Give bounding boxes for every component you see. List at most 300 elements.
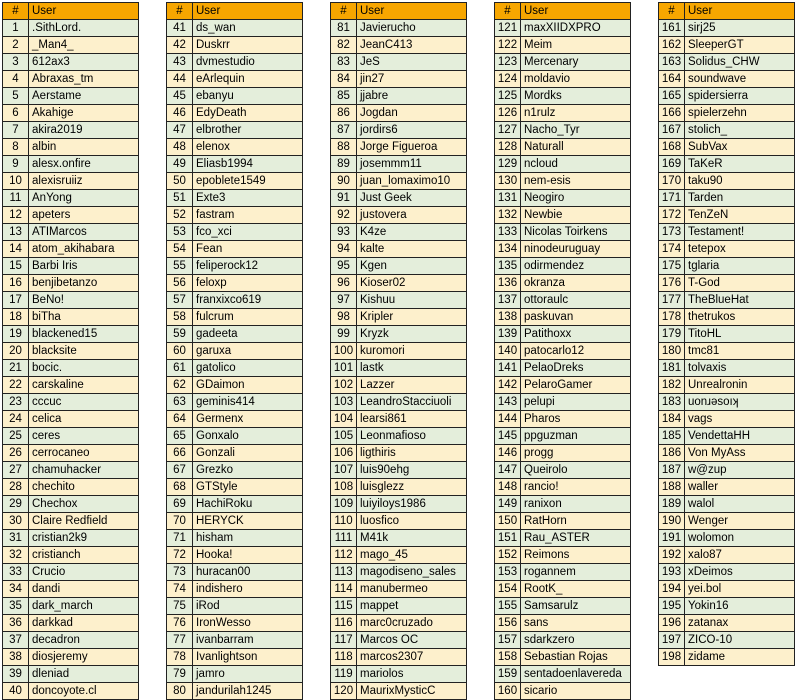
username: elbrother: [193, 122, 303, 139]
table-row: [495, 326, 631, 343]
row-number: 157: [495, 632, 521, 649]
table-row: [331, 581, 467, 598]
row-number: 116: [331, 615, 357, 632]
username: luisglezz: [357, 479, 467, 496]
username: Solidus_CHW: [685, 54, 795, 71]
username: Hooka!: [193, 547, 303, 564]
table-row: [167, 241, 303, 258]
table-row: [495, 632, 631, 649]
table-row: [167, 496, 303, 513]
username: learsi861: [357, 411, 467, 428]
table-row: [331, 54, 467, 71]
row-number: 40: [3, 683, 29, 700]
username: gatolico: [193, 360, 303, 377]
row-number: 130: [495, 173, 521, 190]
username: ebanyu: [193, 88, 303, 105]
row-number: 131: [495, 190, 521, 207]
username: luosfico: [357, 513, 467, 530]
column-header-number: #: [495, 3, 521, 20]
table-row: [659, 513, 795, 530]
username: walol: [685, 496, 795, 513]
username: dandi: [29, 581, 139, 598]
table-row: [167, 547, 303, 564]
username: jin27: [357, 71, 467, 88]
row-number: 90: [331, 173, 357, 190]
username: Kryzk: [357, 326, 467, 343]
table-row: [659, 258, 795, 275]
row-number: 61: [167, 360, 193, 377]
username: sdarkzero: [521, 632, 631, 649]
table-row: [3, 462, 139, 479]
username: ottoraulc: [521, 292, 631, 309]
row-number: 118: [331, 649, 357, 666]
username: mappet: [357, 598, 467, 615]
table-row: [331, 105, 467, 122]
username: xalo87: [685, 547, 795, 564]
row-number: 52: [167, 207, 193, 224]
row-number: 195: [659, 598, 685, 615]
table-row: [3, 598, 139, 615]
username: cccuc: [29, 394, 139, 411]
username: RootK_: [521, 581, 631, 598]
username: Rau_ASTER: [521, 530, 631, 547]
row-number: 163: [659, 54, 685, 71]
table-row: [495, 615, 631, 632]
row-number: 183: [659, 394, 685, 411]
row-number: 122: [495, 37, 521, 54]
table-row: [3, 428, 139, 445]
username: eArlequin: [193, 71, 303, 88]
table-row: [659, 598, 795, 615]
row-number: 26: [3, 445, 29, 462]
row-number: 66: [167, 445, 193, 462]
table-row: [3, 343, 139, 360]
table-row: [659, 462, 795, 479]
username: soundwave: [685, 71, 795, 88]
username: albin: [29, 139, 139, 156]
table-row: [3, 139, 139, 156]
table-row: [659, 190, 795, 207]
row-number: 109: [331, 496, 357, 513]
row-number: 77: [167, 632, 193, 649]
row-number: 178: [659, 309, 685, 326]
username: dleniad: [29, 666, 139, 683]
table-row: [495, 513, 631, 530]
header-row: [331, 3, 467, 20]
username: akira2019: [29, 122, 139, 139]
username: patocarlo12: [521, 343, 631, 360]
row-number: 135: [495, 258, 521, 275]
table-row: [331, 411, 467, 428]
username: marc0cruzado: [357, 615, 467, 632]
row-number: 35: [3, 598, 29, 615]
table-row: [167, 377, 303, 394]
row-number: 36: [3, 615, 29, 632]
username: Kgen: [357, 258, 467, 275]
row-number: 45: [167, 88, 193, 105]
row-number: 123: [495, 54, 521, 71]
row-number: 14: [3, 241, 29, 258]
username: vags: [685, 411, 795, 428]
table-row: [331, 462, 467, 479]
row-number: 12: [3, 207, 29, 224]
table-row: [659, 530, 795, 547]
table-row: [331, 598, 467, 615]
table-row: [3, 122, 139, 139]
table-row: [659, 632, 795, 649]
table-row: [659, 564, 795, 581]
row-number: 144: [495, 411, 521, 428]
username: Jorge Figueroa: [357, 139, 467, 156]
row-number: 41: [167, 20, 193, 37]
header-row: [167, 3, 303, 20]
username: GDaimon: [193, 377, 303, 394]
table-row: [167, 224, 303, 241]
username: Jogdan: [357, 105, 467, 122]
username: Aerstame: [29, 88, 139, 105]
table-row: [167, 20, 303, 37]
row-number: 193: [659, 564, 685, 581]
row-number: 197: [659, 632, 685, 649]
row-number: 169: [659, 156, 685, 173]
table-row: [495, 20, 631, 37]
username: Kioser02: [357, 275, 467, 292]
username: sans: [521, 615, 631, 632]
username: Naturall: [521, 139, 631, 156]
table-row: [495, 105, 631, 122]
row-number: 29: [3, 496, 29, 513]
row-number: 46: [167, 105, 193, 122]
row-number: 11: [3, 190, 29, 207]
table-row: [167, 190, 303, 207]
row-number: 39: [3, 666, 29, 683]
row-number: 43: [167, 54, 193, 71]
table-row: [167, 445, 303, 462]
column-header-user: User: [685, 3, 795, 20]
row-number: 158: [495, 649, 521, 666]
table-row: [3, 309, 139, 326]
table-row: [331, 241, 467, 258]
row-number: 150: [495, 513, 521, 530]
row-number: 194: [659, 581, 685, 598]
username: bocic.: [29, 360, 139, 377]
table-row: [659, 54, 795, 71]
row-number: 177: [659, 292, 685, 309]
username: epoblete1549: [193, 173, 303, 190]
username: Mordks: [521, 88, 631, 105]
table-row: [495, 564, 631, 581]
table-row: [659, 173, 795, 190]
table-row: [167, 37, 303, 54]
table-row: [167, 343, 303, 360]
table-row: [167, 360, 303, 377]
row-number: 108: [331, 479, 357, 496]
table-row: [167, 411, 303, 428]
table-row: [495, 309, 631, 326]
row-number: 4: [3, 71, 29, 88]
username: Pharos: [521, 411, 631, 428]
username: marcos2307: [357, 649, 467, 666]
table-row: [331, 564, 467, 581]
column-header-user: User: [357, 3, 467, 20]
username: Gonxalo: [193, 428, 303, 445]
table-row: [495, 258, 631, 275]
table-row: [331, 666, 467, 683]
table-row: [495, 37, 631, 54]
row-number: 99: [331, 326, 357, 343]
username: TaKeR: [685, 156, 795, 173]
row-number: 162: [659, 37, 685, 54]
table-row: [331, 156, 467, 173]
username: SleeperGT: [685, 37, 795, 54]
row-number: 151: [495, 530, 521, 547]
row-number: 147: [495, 462, 521, 479]
username: MaurixMysticC: [357, 683, 467, 700]
username: biTha: [29, 309, 139, 326]
username: Akahige: [29, 105, 139, 122]
table-row: [3, 513, 139, 530]
username: manubermeo: [357, 581, 467, 598]
username: doncoyote.cl: [29, 683, 139, 700]
username: xDeimos: [685, 564, 795, 581]
username: TitoHL: [685, 326, 795, 343]
table-row: [659, 241, 795, 258]
row-number: 48: [167, 139, 193, 156]
row-number: 189: [659, 496, 685, 513]
row-number: 152: [495, 547, 521, 564]
table-row: [3, 649, 139, 666]
table-row: [659, 156, 795, 173]
table-row: [3, 207, 139, 224]
table-row: [495, 649, 631, 666]
username: lastk: [357, 360, 467, 377]
username: T-God: [685, 275, 795, 292]
table-row: [495, 360, 631, 377]
row-number: 10: [3, 173, 29, 190]
row-number: 31: [3, 530, 29, 547]
username: ceres: [29, 428, 139, 445]
row-number: 91: [331, 190, 357, 207]
row-number: 156: [495, 615, 521, 632]
username: Crucio: [29, 564, 139, 581]
table-row: [331, 615, 467, 632]
table-row: [495, 445, 631, 462]
username: tglaria: [685, 258, 795, 275]
row-number: 89: [331, 156, 357, 173]
username: maxXIIDXPRO: [521, 20, 631, 37]
row-number: 188: [659, 479, 685, 496]
table-row: [659, 360, 795, 377]
row-number: 100: [331, 343, 357, 360]
row-number: 111: [331, 530, 357, 547]
header-row: [659, 3, 795, 20]
row-number: 117: [331, 632, 357, 649]
username: rogannem: [521, 564, 631, 581]
row-number: 6: [3, 105, 29, 122]
row-number: 167: [659, 122, 685, 139]
username: taku90: [685, 173, 795, 190]
username: mariolos: [357, 666, 467, 683]
row-number: 27: [3, 462, 29, 479]
username: okranza: [521, 275, 631, 292]
row-number: 82: [331, 37, 357, 54]
row-number: 107: [331, 462, 357, 479]
username: Meim: [521, 37, 631, 54]
row-number: 73: [167, 564, 193, 581]
username: justovera: [357, 207, 467, 224]
username: zatanax: [685, 615, 795, 632]
table-row: [331, 445, 467, 462]
username: Yokin16: [685, 598, 795, 615]
row-number: 125: [495, 88, 521, 105]
row-number: 160: [495, 683, 521, 700]
row-number: 142: [495, 377, 521, 394]
table-row: [495, 581, 631, 598]
username: wolomon: [685, 530, 795, 547]
table-row: [331, 360, 467, 377]
row-number: 87: [331, 122, 357, 139]
username: n1rulz: [521, 105, 631, 122]
username: RatHorn: [521, 513, 631, 530]
username: Unrealronin: [685, 377, 795, 394]
username: jordirs6: [357, 122, 467, 139]
username: tetepox: [685, 241, 795, 258]
table-row: [167, 666, 303, 683]
table-row: [3, 173, 139, 190]
row-number: 50: [167, 173, 193, 190]
row-number: 65: [167, 428, 193, 445]
username: josemmm11: [357, 156, 467, 173]
table-row: [3, 615, 139, 632]
username: Reimons: [521, 547, 631, 564]
table-row: [3, 479, 139, 496]
table-row: [659, 20, 795, 37]
row-number: 20: [3, 343, 29, 360]
table-row: [331, 428, 467, 445]
username: iRod: [193, 598, 303, 615]
table-row: [495, 190, 631, 207]
username: geminis414: [193, 394, 303, 411]
row-number: 34: [3, 581, 29, 598]
table-row: [659, 326, 795, 343]
row-number: 72: [167, 547, 193, 564]
username: kalte: [357, 241, 467, 258]
username: ZICO-10: [685, 632, 795, 649]
row-number: 83: [331, 54, 357, 71]
row-number: 16: [3, 275, 29, 292]
table-row: [659, 479, 795, 496]
table-row: [331, 275, 467, 292]
username: Grezko: [193, 462, 303, 479]
row-number: 190: [659, 513, 685, 530]
username: Leonmafioso: [357, 428, 467, 445]
table-row: [659, 105, 795, 122]
username: ranixon: [521, 496, 631, 513]
table-row: [331, 496, 467, 513]
row-number: 148: [495, 479, 521, 496]
table-row: [659, 122, 795, 139]
row-number: 104: [331, 411, 357, 428]
username: EdyDeath: [193, 105, 303, 122]
username: Marcos OC: [357, 632, 467, 649]
username: yei.bol: [685, 581, 795, 598]
table-row: [3, 20, 139, 37]
row-number: 161: [659, 20, 685, 37]
row-number: 187: [659, 462, 685, 479]
table-row: [167, 275, 303, 292]
table-row: [659, 275, 795, 292]
row-number: 155: [495, 598, 521, 615]
table-row: [659, 88, 795, 105]
username: jandurilah1245: [193, 683, 303, 700]
username: zidame: [685, 649, 795, 666]
column-header-user: User: [521, 3, 631, 20]
username: 612ax3: [29, 54, 139, 71]
row-number: 141: [495, 360, 521, 377]
table-row: [3, 666, 139, 683]
row-number: 79: [167, 666, 193, 683]
table-row: [331, 258, 467, 275]
username: stolich_: [685, 122, 795, 139]
table-row: [495, 88, 631, 105]
table-row: [167, 462, 303, 479]
row-number: 84: [331, 71, 357, 88]
username: huracan00: [193, 564, 303, 581]
table-row: [659, 496, 795, 513]
username: indishero: [193, 581, 303, 598]
table-row: [495, 666, 631, 683]
table-row: [3, 581, 139, 598]
table-row: [659, 581, 795, 598]
row-number: 30: [3, 513, 29, 530]
row-number: 173: [659, 224, 685, 241]
row-number: 134: [495, 241, 521, 258]
row-number: 1: [3, 20, 29, 37]
row-number: 105: [331, 428, 357, 445]
table-row: [659, 71, 795, 88]
row-number: 184: [659, 411, 685, 428]
table-row: [3, 564, 139, 581]
username: tmc81: [685, 343, 795, 360]
row-number: 5: [3, 88, 29, 105]
row-number: 185: [659, 428, 685, 445]
row-number: 113: [331, 564, 357, 581]
column-header-number: #: [331, 3, 357, 20]
row-number: 56: [167, 275, 193, 292]
table-row: [3, 224, 139, 241]
row-number: 132: [495, 207, 521, 224]
table-row: [167, 122, 303, 139]
table-row: [331, 377, 467, 394]
row-number: 124: [495, 71, 521, 88]
username: Ivanlightson: [193, 649, 303, 666]
username: BeNo!: [29, 292, 139, 309]
row-number: 80: [167, 683, 193, 700]
table-row: [3, 105, 139, 122]
row-number: 97: [331, 292, 357, 309]
table-row: [331, 394, 467, 411]
user-table-1: [2, 2, 139, 700]
row-number: 74: [167, 581, 193, 598]
table-row: [495, 275, 631, 292]
table-row: [331, 683, 467, 700]
header-row: [3, 3, 139, 20]
table-row: [495, 122, 631, 139]
row-number: 114: [331, 581, 357, 598]
username: alesx.onfire: [29, 156, 139, 173]
row-number: 33: [3, 564, 29, 581]
table-row: [659, 428, 795, 445]
